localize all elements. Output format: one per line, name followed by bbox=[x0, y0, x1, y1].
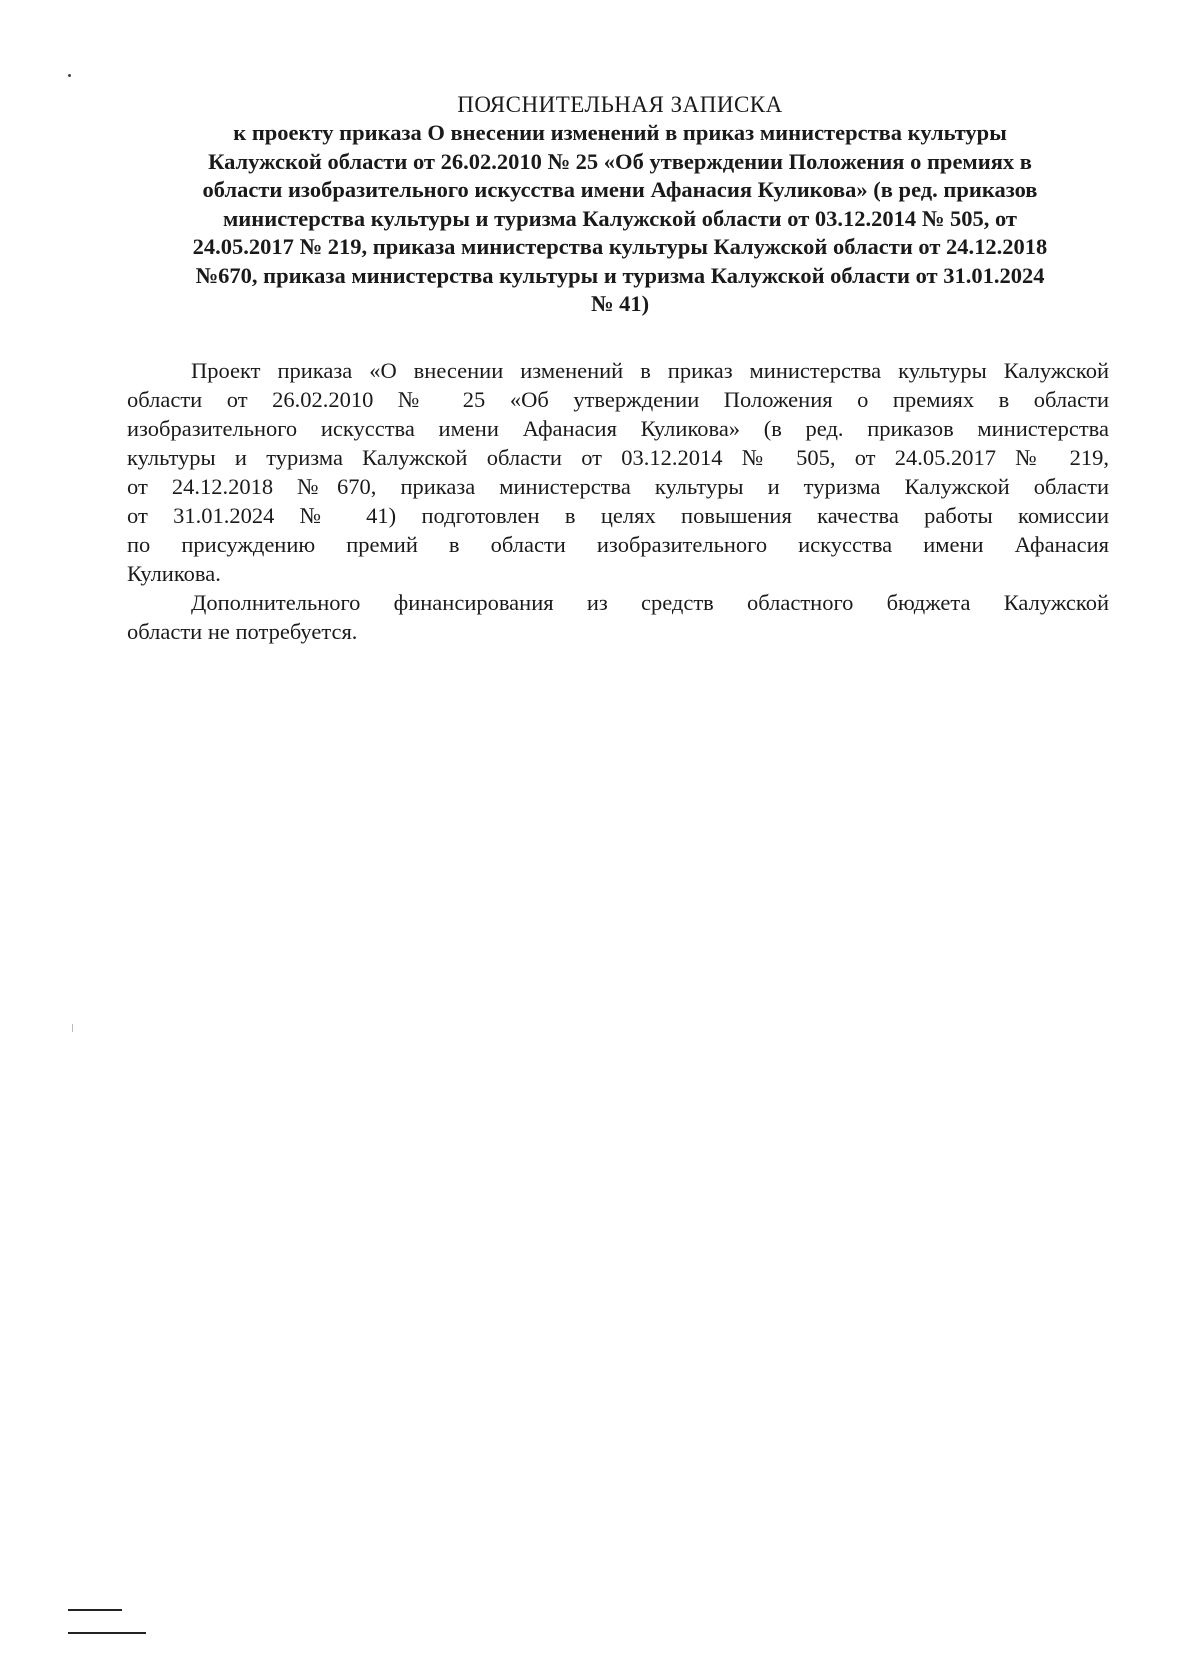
paragraph-line: Дополнительного финансирования из средств областного бюджета Калужской bbox=[191, 590, 1109, 615]
document-title: ПОЯСНИТЕЛЬНАЯ ЗАПИСКА bbox=[457, 92, 783, 117]
scan-margin-mark bbox=[72, 1024, 73, 1032]
paragraph-line: от 31.01.2024 № 41) подготовлен в целях повышения качества работы комиссии bbox=[127, 503, 1109, 528]
paragraph-line: культуры и туризма Калужской области от 03.12.2014 № 505, от 24.05.2017 № 219, bbox=[127, 445, 1109, 470]
paragraph-line: изобразительного искусства имени Афанасия Куликова» (в ред. приказов министерства bbox=[127, 416, 1109, 441]
footer-rule-short bbox=[68, 1609, 122, 1611]
paragraph-line: по присуждению премий в области изобразительного искусства имени Афанасия bbox=[127, 532, 1109, 557]
document-heading bbox=[130, 90, 1110, 319]
paragraph-line: области от 26.02.2010 № 25 «Об утверждении Положения о премиях в области bbox=[127, 387, 1109, 412]
paragraph-line: области не потребуется. bbox=[127, 619, 358, 644]
footer-rule-long bbox=[68, 1632, 146, 1634]
paragraph-line: от 24.12.2018 №670, приказа министерства культуры и туризма Калужской области bbox=[127, 474, 1109, 499]
subtitle-line: №670, приказа министерства культуры и туризма Калужской области от 31.01.2024 bbox=[195, 262, 1045, 288]
subtitle-line: Калужской области от 26.02.2010 № 25 «Об утверждении Положения о премиях в bbox=[208, 148, 1032, 174]
subtitle-line: 24.05.2017 № 219, приказа министерства культуры Калужской области от 24.12.2018 bbox=[192, 234, 1048, 259]
scan-speck bbox=[68, 74, 71, 77]
paragraph-line: Куликова. bbox=[127, 561, 221, 586]
document-body bbox=[127, 356, 1109, 646]
subtitle-line: министерства культуры и туризма Калужской области от 03.12.2014 № 505, от bbox=[222, 205, 1017, 231]
subtitle-line: области изобразительного искусства имени Афанасия Куликова» (в ред. приказов bbox=[202, 177, 1038, 202]
subtitle-line: к проекту приказа О внесении изменений в приказ министерства культуры bbox=[233, 120, 1007, 145]
subtitle-line: № 41) bbox=[590, 291, 650, 316]
paragraph-financing bbox=[127, 588, 1109, 646]
document-subtitle bbox=[130, 119, 1110, 319]
paragraph-project-description bbox=[127, 356, 1109, 588]
paragraph-line: Проект приказа «О внесении изменений в приказ министерства культуры Калужской bbox=[191, 358, 1109, 383]
